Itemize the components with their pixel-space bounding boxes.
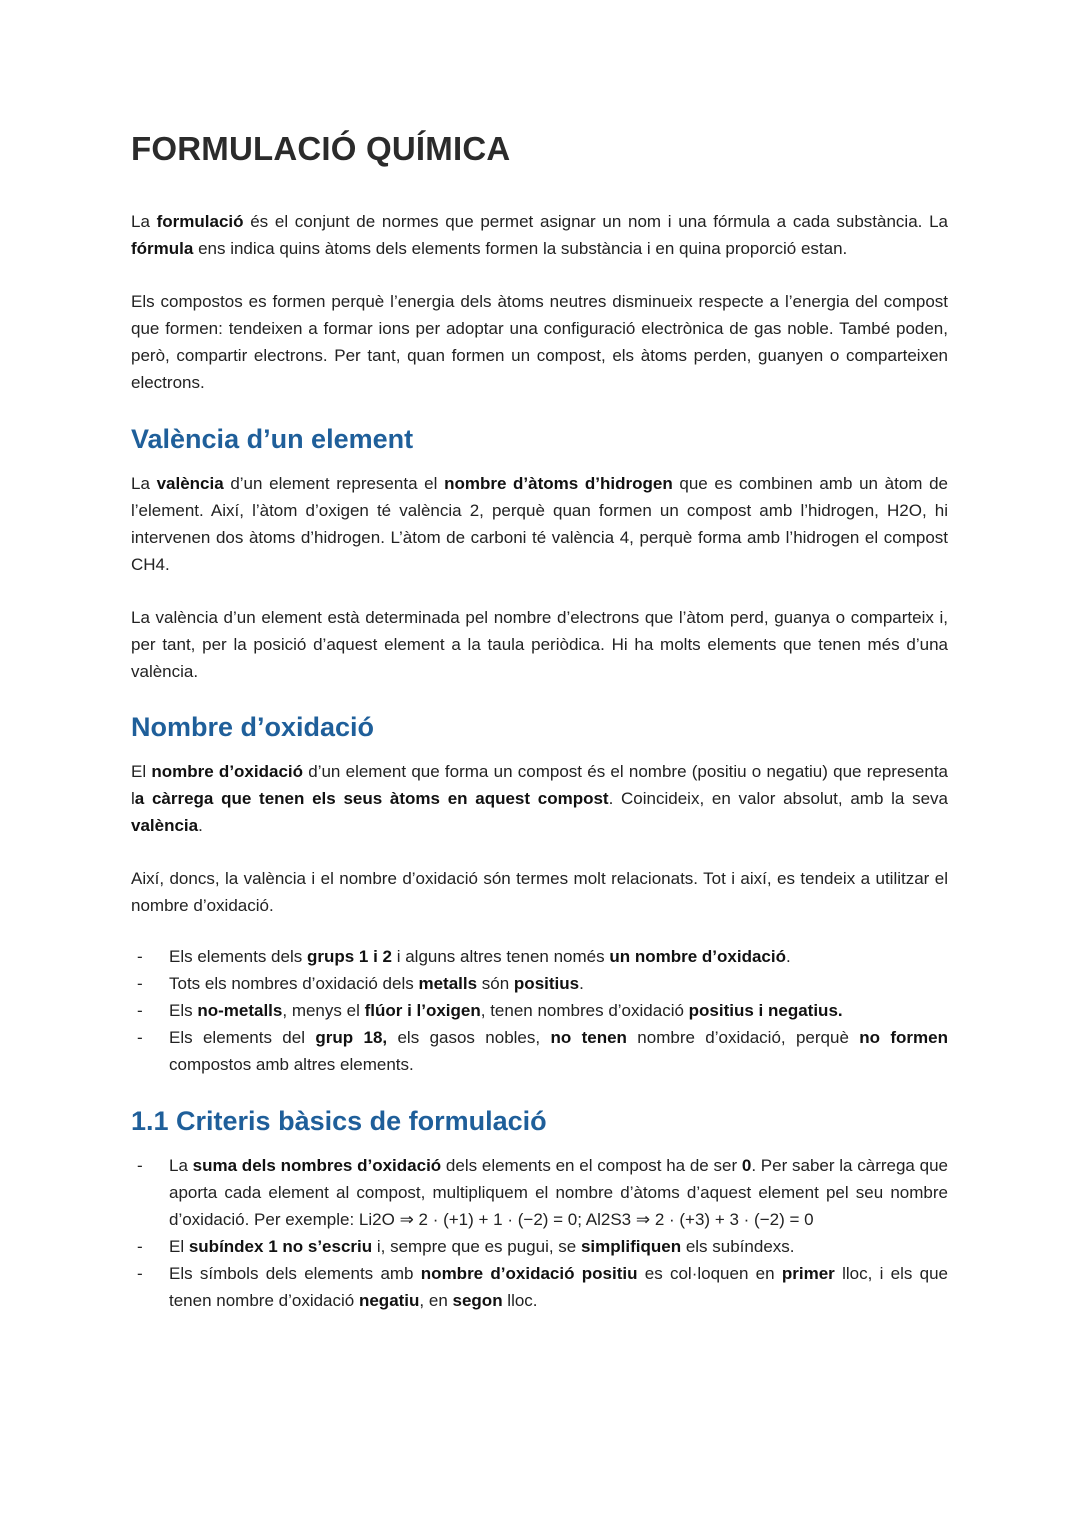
bold-text: positius i negatius. (688, 1001, 843, 1020)
bold-text: metalls (418, 974, 478, 993)
dash-bullet: - (137, 1237, 143, 1256)
dash-bullet: - (137, 974, 143, 993)
bold-text: no-metalls (197, 1001, 283, 1020)
dash-bullet: - (137, 1001, 143, 1020)
bold-text: positius (513, 974, 580, 993)
dash-bullet: - (137, 947, 143, 966)
bold-text: flúor i l’oxigen (364, 1001, 481, 1020)
bold-text: subíndex 1 no s’escriu (188, 1237, 373, 1256)
list-item (131, 1260, 948, 1314)
list-item-text: Els no-metalls, menys el flúor i l’oxigen, tenen nombres d’oxidació positius i negatius. (169, 1001, 843, 1020)
bold-text: valència (131, 816, 199, 835)
list-item (131, 1233, 948, 1260)
page-title: FORMULACIÓ QUÍMICA (131, 130, 511, 167)
bold-text: grup 18, (315, 1028, 388, 1047)
dash-bullet: - (137, 1156, 143, 1175)
intro-paragraph-1: La formulació és el conjunt de normes que permet asignar un nom i una fórmula a cada substància. La fórmula ens indica quins àtoms dels elements formen la substància i en quina proporció estan. (131, 212, 948, 258)
list-item-text: El subíndex 1 no s’escriu i, sempre que es pugui, se simplifiquen els subíndexs. (169, 1237, 795, 1256)
intro-paragraph-2: Els compostos es formen perquè l’energia dels àtoms neutres disminueix respecte a l’energia del compost que formen: tendeixen a formar ions per adoptar una configuració electrònica de gas noble. També poden, però, compartir electrons. Per tant, quan formen un compost, els àtoms perden, guanyen o comparteixen electrons. (131, 292, 948, 392)
list-item-text: Els elements del grup 18, els gasos nobles, no tenen nombre d’oxidació, perquè no formen compostos amb altres elements. (169, 1028, 949, 1074)
bold-text: nombre d’oxidació (151, 762, 304, 781)
bold-text: formulació (156, 212, 244, 231)
bold-text: negatiu (358, 1291, 420, 1310)
list-item-text: Tots els nombres d’oxidació dels metalls són positius. (169, 974, 584, 993)
bold-text: simplifiquen (580, 1237, 682, 1256)
list-item (131, 943, 948, 970)
list-item (131, 1024, 948, 1078)
oxidacio-bullet-list (131, 943, 948, 1078)
oxidacio-paragraph-1: El nombre d’oxidació d’un element que forma un compost és el nombre (positiu o negatiu) que representa la càrrega que tenen els seus àtoms en aquest compost. Coincideix, en valor absolut, amb la seva valència. (131, 762, 949, 835)
dash-bullet: - (137, 1028, 143, 1047)
section-heading-oxidacio: Nombre d’oxidació (131, 712, 375, 742)
bold-text: valència (156, 474, 224, 493)
bold-text: no formen (859, 1028, 949, 1047)
section-heading-criteris: 1.1 Criteris bàsics de formulació (131, 1106, 547, 1136)
list-item-text: La suma dels nombres d’oxidació dels elements en el compost ha de ser 0. Per saber la càrrega que aporta cada element al compost, multipliquem el nombre d’àtoms d’aquest element pel seu nombre d’oxidació. Per exemple: Li2O ⇒ 2 · (+1) + 1 · (−2) = 0; Al2S3 ⇒ 2 · (+3) + 3 · (−2) = 0 (169, 1156, 948, 1229)
list-item (131, 1152, 948, 1233)
bold-text: 0 (741, 1156, 752, 1175)
list-item-text: Els elements dels grups 1 i 2 i alguns altres tenen només un nombre d’oxidació. (169, 947, 791, 966)
bold-text: nombre d’àtoms d’hidrogen (444, 474, 673, 493)
section-heading-valencia: València d’un element (131, 424, 414, 454)
oxidacio-paragraph-2: Així, doncs, la valència i el nombre d’oxidació són termes molt relacionats. Tot i així, es tendeix a utilitzar el nombre d’oxidació. (131, 869, 948, 915)
bold-text: nombre d’oxidació positiu (420, 1264, 638, 1283)
valencia-paragraph-1: La valència d’un element representa el nombre d’àtoms d’hidrogen que es combinen amb un àtom de l’element. Així, l’àtom d’oxigen té valència 2, perquè quan formen un compost amb l’hidrogen, H2O, hi intervenen dos àtoms d’hidrogen. L’àtom de carboni té valència 4, perquè forma amb l’hidrogen el compost CH4. (131, 474, 948, 574)
bold-text: suma dels nombres d’oxidació (192, 1156, 442, 1175)
criteris-bullet-list (131, 1152, 948, 1314)
bold-text: primer (781, 1264, 835, 1283)
list-item (131, 970, 948, 997)
bold-text: un nombre d’oxidació (609, 947, 786, 966)
list-item (131, 997, 948, 1024)
bold-text: segon (452, 1291, 503, 1310)
dash-bullet: - (137, 1264, 143, 1283)
bold-text: fórmula (131, 239, 194, 258)
bold-text: a càrrega que tenen els seus àtoms en aquest compost (134, 789, 609, 808)
bold-text: no tenen (550, 1028, 627, 1047)
list-item-text: Els símbols dels elements amb nombre d’oxidació positiu es col·loquen en primer lloc, i els que tenen nombre d’oxidació negatiu, en segon lloc. (169, 1264, 948, 1310)
bold-text: grups 1 i 2 (306, 947, 392, 966)
valencia-paragraph-2: La valència d’un element està determinada pel nombre d’electrons que l’àtom perd, guanya o comparteix i, per tant, per la posició d’aquest element a la taula periòdica. Hi ha molts elements que tenen més d’una valència. (131, 608, 948, 681)
